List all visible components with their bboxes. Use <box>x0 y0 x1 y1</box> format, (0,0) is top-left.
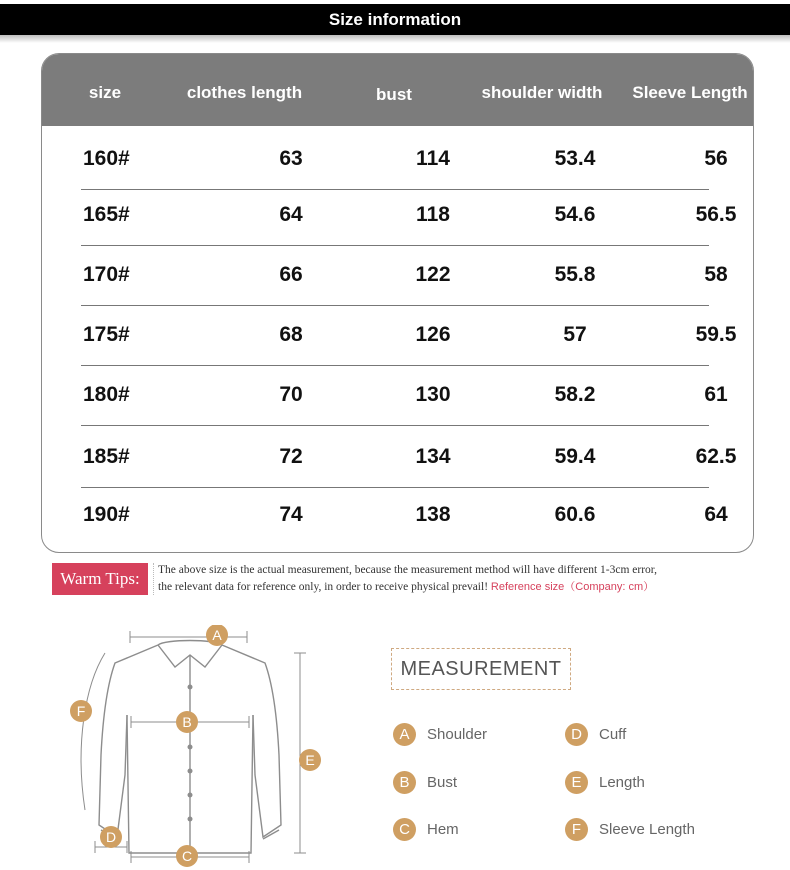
cell-sleeve-length: 61 <box>704 383 728 406</box>
column-header-clothes-length: clothes length <box>186 83 303 102</box>
cell-bust: 126 <box>415 323 451 346</box>
cell-bust: 114 <box>416 147 450 170</box>
letter-e-icon: E <box>565 771 588 794</box>
cell-clothes-length: 72 <box>279 445 303 468</box>
row-divider <box>81 245 709 246</box>
letter-b-icon: B <box>393 771 416 794</box>
row-divider <box>81 425 709 426</box>
table-row <box>81 488 728 546</box>
marker-a-label: A <box>212 627 222 643</box>
cell-bust: 118 <box>416 203 450 226</box>
shirt-diagram <box>55 625 345 870</box>
tips-reference: Reference size（Company: cm） <box>490 581 655 593</box>
legend-label: Sleeve Length <box>599 821 695 838</box>
marker-c-label: C <box>181 848 193 864</box>
cell-clothes-length: 68 <box>279 323 303 346</box>
table-row <box>81 368 728 426</box>
cell-clothes-length: 70 <box>279 383 303 406</box>
table-row <box>81 248 728 306</box>
size-table <box>41 53 754 553</box>
tips-line-2: the relevant data for reference only, in order to receive physical prevail! <box>158 581 489 593</box>
cell-shoulder-width: 57 <box>563 323 587 346</box>
column-header-size: size <box>88 83 122 102</box>
legend-label: Shoulder <box>427 726 488 743</box>
marker-b-label: B <box>182 714 192 730</box>
column-header-shoulder-width: shoulder width <box>481 83 603 102</box>
cell-clothes-length: 63 <box>279 147 303 170</box>
legend-label: Length <box>599 774 645 791</box>
cell-shoulder-width: 59.4 <box>554 445 596 468</box>
cell-size: 165# <box>83 203 130 226</box>
legend-label: Bust <box>427 774 458 791</box>
tips-line-2-wrap <box>158 579 778 596</box>
diagram-markers <box>70 625 321 867</box>
cell-clothes-length: 64 <box>279 203 303 226</box>
legend-label: Hem <box>427 821 459 838</box>
page-title: Size information <box>0 4 790 35</box>
cell-shoulder-width: 54.6 <box>554 203 596 226</box>
column-header-sleeve-length: Sleeve Length <box>632 83 748 102</box>
letter-a-icon: A <box>393 723 416 746</box>
cell-sleeve-length: 59.5 <box>695 323 737 346</box>
cell-sleeve-length: 62.5 <box>695 445 737 468</box>
cell-shoulder-width: 60.6 <box>554 503 596 526</box>
warm-tips-text <box>158 562 778 596</box>
table-header <box>42 54 753 126</box>
legend-label: Cuff <box>599 726 627 743</box>
row-divider <box>81 365 709 366</box>
cell-sleeve-length: 56 <box>704 147 728 170</box>
table-row <box>81 430 737 488</box>
table-row <box>81 132 728 190</box>
cell-size: 190# <box>83 503 130 526</box>
letter-d-icon: D <box>565 723 588 746</box>
marker-e-label: E <box>305 752 315 768</box>
cell-size: 175# <box>83 323 130 346</box>
marker-f-label: F <box>76 703 86 719</box>
cell-bust: 122 <box>415 263 451 286</box>
cell-clothes-length: 66 <box>279 263 303 286</box>
measurement-title: MEASUREMENT <box>391 648 571 690</box>
table-row <box>81 188 737 246</box>
cell-size: 180# <box>83 383 130 406</box>
cell-shoulder-width: 55.8 <box>554 263 596 286</box>
cell-shoulder-width: 58.2 <box>554 383 596 406</box>
row-divider <box>81 305 709 306</box>
letter-c-icon: C <box>393 818 416 841</box>
cell-sleeve-length: 58 <box>704 263 728 286</box>
table-row <box>81 308 737 366</box>
column-header-bust: bust <box>376 85 412 104</box>
cell-sleeve-length: 64 <box>704 503 728 526</box>
cell-size: 160# <box>83 147 130 170</box>
cell-clothes-length: 74 <box>279 503 303 526</box>
tips-line-1: The above size is the actual measurement, because the measurement method will have different 1-3cm error, <box>158 564 658 576</box>
cell-shoulder-width: 53.4 <box>554 147 596 170</box>
cell-size: 170# <box>83 263 130 286</box>
cell-bust: 138 <box>415 503 451 526</box>
cell-size: 185# <box>83 445 130 468</box>
marker-d-label: D <box>105 829 117 845</box>
letter-f-icon: F <box>565 818 588 841</box>
cell-bust: 130 <box>415 383 451 406</box>
title-underline <box>0 35 790 43</box>
cell-sleeve-length: 56.5 <box>695 203 737 226</box>
warm-tips-badge: Warm Tips: <box>52 563 148 595</box>
cell-bust: 134 <box>415 445 451 468</box>
